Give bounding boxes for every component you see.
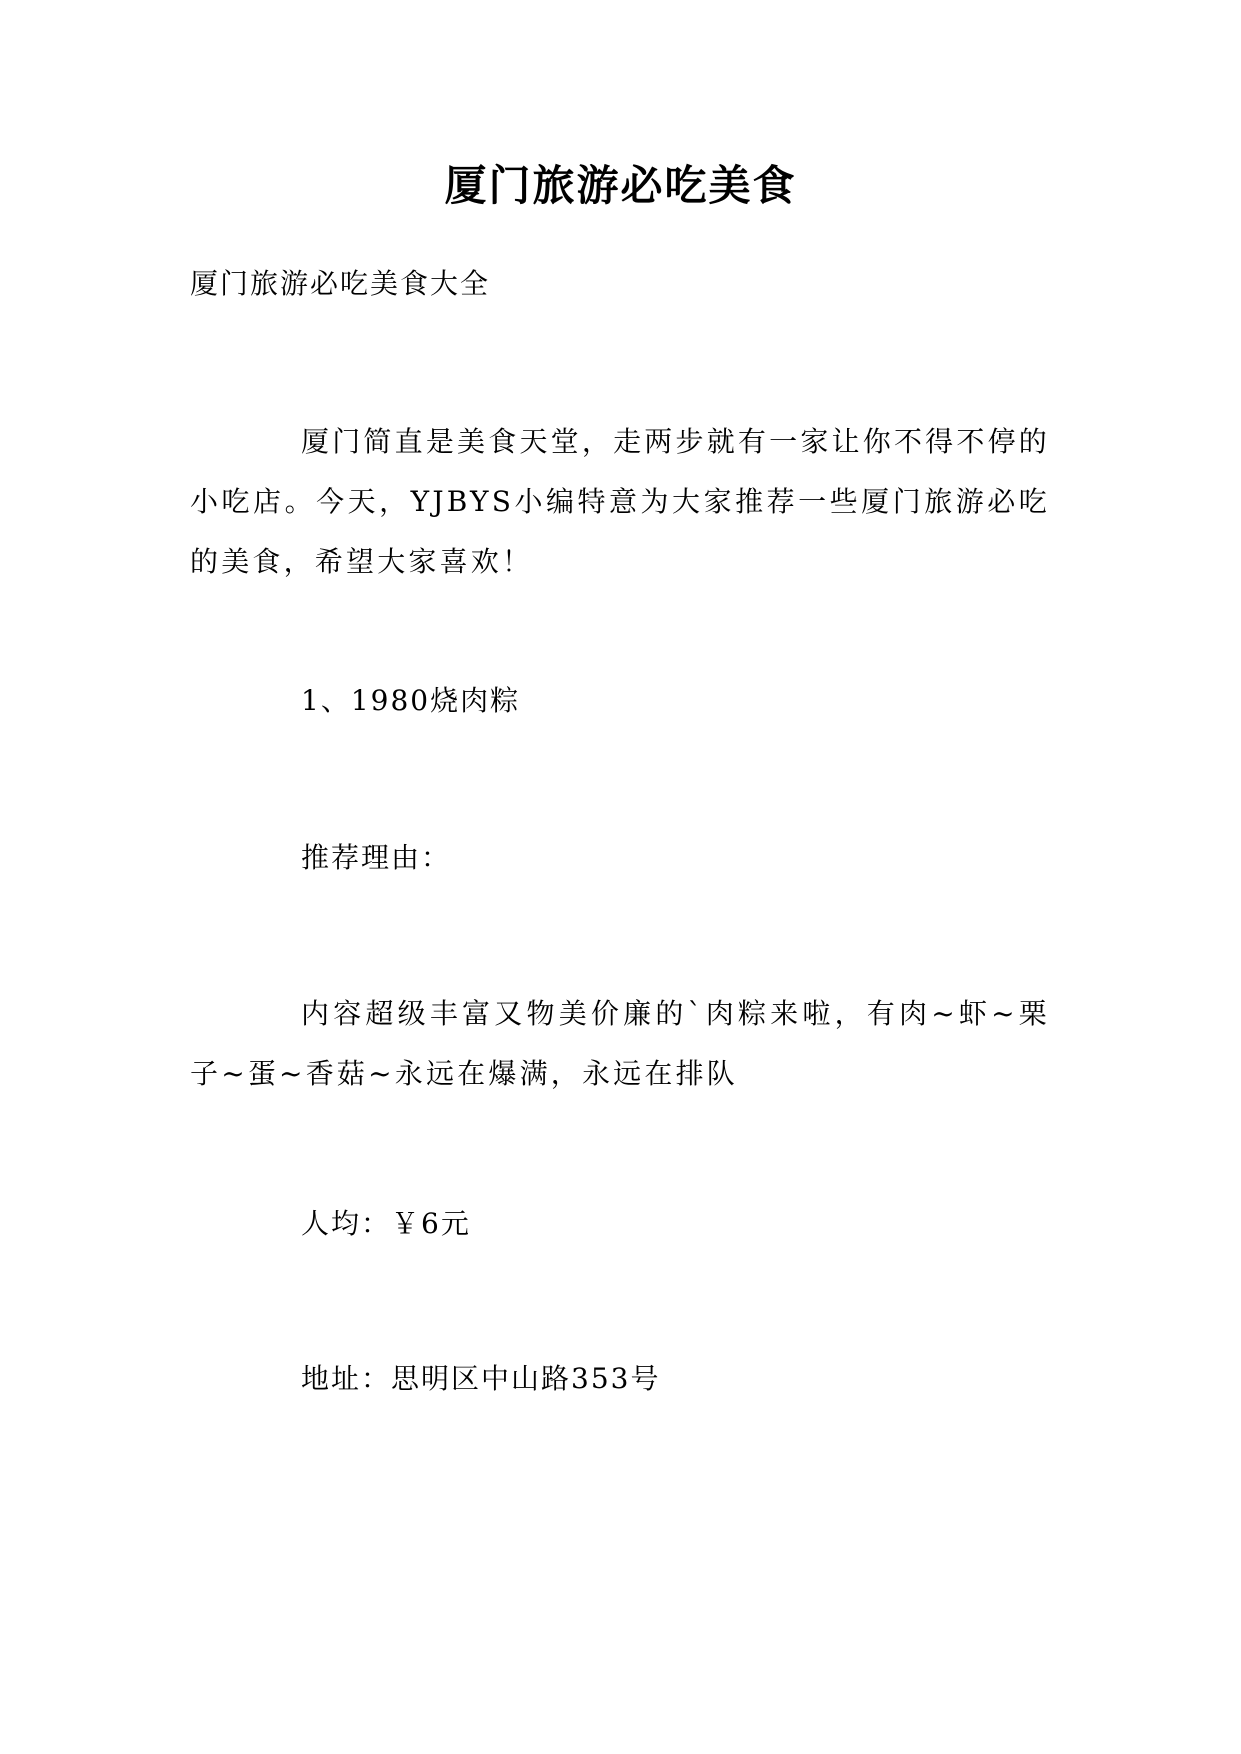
document-subtitle: 厦门旅游必吃美食大全	[190, 267, 491, 300]
reason-paragraph: 内容超级丰富又物美价廉的`肉粽来啦，有肉~虾~栗子~蛋~香菇~永远在爆满，永远在排队	[190, 997, 1050, 1090]
item-heading: 1、1980烧肉粽	[301, 684, 521, 717]
intro-paragraph: 厦门简直是美食天堂，走两步就有一家让你不得不停的小吃店。今天，YJBYS小编特意为大家推荐一些厦门旅游必吃的美食，希望大家喜欢！	[190, 425, 1050, 578]
address-line: 地址：思明区中山路353号	[301, 1362, 661, 1395]
price-line: 人均：￥6元	[301, 1207, 471, 1240]
reason-label: 推荐理由：	[301, 841, 452, 874]
document-title: 厦门旅游必吃美食	[444, 161, 797, 210]
